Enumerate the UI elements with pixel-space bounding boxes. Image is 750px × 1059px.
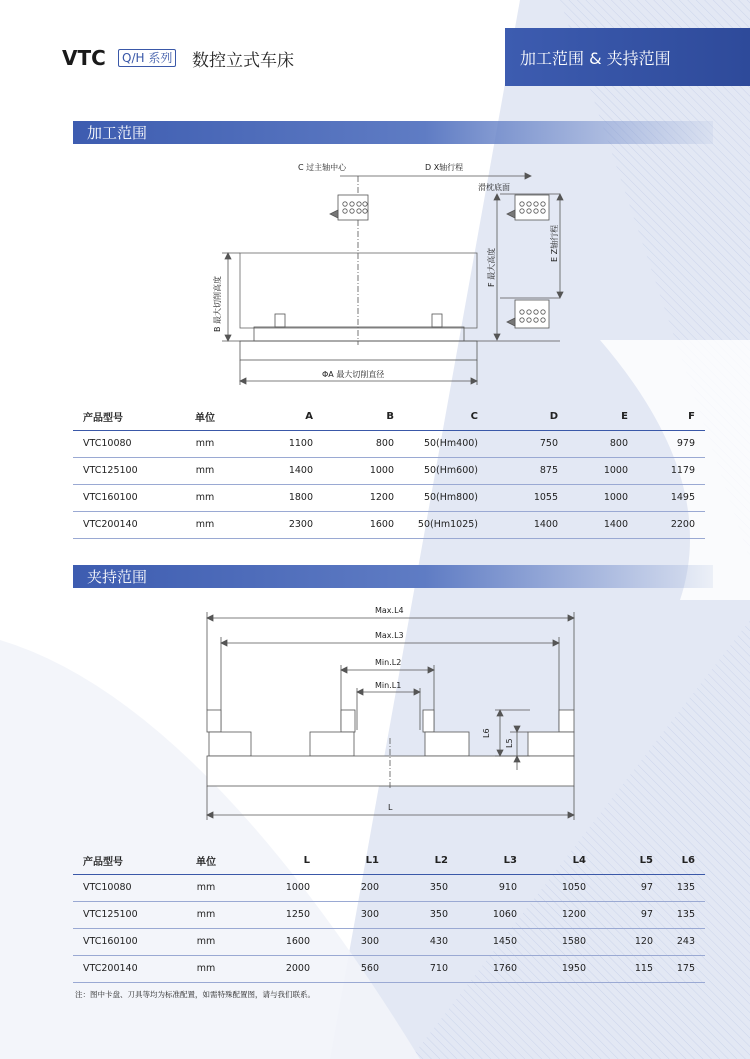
value-cell: 1000 <box>568 484 638 511</box>
unit-cell: mm <box>161 511 249 538</box>
unit-cell: mm <box>161 901 251 928</box>
value-cell: 97 <box>596 901 663 928</box>
value-cell: 135 <box>663 901 705 928</box>
table-row <box>73 430 705 457</box>
series-badge: Q/H 系列 <box>118 49 176 67</box>
value-cell: 800 <box>323 430 404 457</box>
label-b: B 最大切削高度 <box>213 275 222 332</box>
value-cell: 1100 <box>249 430 323 457</box>
product-title: 数控立式车床 <box>192 51 294 71</box>
label-l: L <box>388 803 393 812</box>
unit-cell: mm <box>161 457 249 484</box>
header-cell: L2 <box>389 848 458 874</box>
value-cell: 1450 <box>458 928 527 955</box>
clamping-range-table <box>73 848 705 983</box>
table-row <box>73 511 705 538</box>
label-d: D X轴行程 <box>425 163 464 172</box>
label-l6: L6 <box>482 728 491 738</box>
header-cell: 产品型号 <box>73 404 161 430</box>
table-row <box>73 874 705 901</box>
value-cell: 710 <box>389 955 458 982</box>
value-cell: 120 <box>596 928 663 955</box>
model-cell: VTC160100 <box>73 484 161 511</box>
label-f: F 最大高度 <box>487 247 496 287</box>
unit-cell: mm <box>161 874 251 901</box>
model-cell: VTC125100 <box>73 457 161 484</box>
value-cell: 1600 <box>323 511 404 538</box>
value-cell: 135 <box>663 874 705 901</box>
model-cell: VTC125100 <box>73 901 161 928</box>
value-cell: 50(Hm800) <box>404 484 488 511</box>
clamping-range-diagram <box>207 612 574 820</box>
header-cell: 单位 <box>161 404 249 430</box>
value-cell: 243 <box>663 928 705 955</box>
header-cell: D <box>488 404 568 430</box>
value-cell: 350 <box>389 874 458 901</box>
label-a: ΦA 最大切削直径 <box>322 370 385 379</box>
value-cell: 1060 <box>458 901 527 928</box>
label-slide: 滑枕底面 <box>478 183 510 192</box>
value-cell: 1600 <box>251 928 320 955</box>
label-l2: Min.L2 <box>375 658 402 667</box>
value-cell: 1400 <box>249 457 323 484</box>
header-cell: 单位 <box>161 848 251 874</box>
value-cell: 2300 <box>249 511 323 538</box>
label-l5: L5 <box>505 738 514 748</box>
page-header <box>0 28 750 86</box>
value-cell: 560 <box>320 955 389 982</box>
machining-range-diagram <box>222 173 563 385</box>
label-l3: Max.L3 <box>375 631 404 640</box>
value-cell: 1250 <box>251 901 320 928</box>
value-cell: 200 <box>320 874 389 901</box>
value-cell: 300 <box>320 928 389 955</box>
model-cell: VTC200140 <box>73 511 161 538</box>
header-cell: 产品型号 <box>73 848 161 874</box>
header-cell: L5 <box>596 848 663 874</box>
header-cell: C <box>404 404 488 430</box>
header-right-title: 加工范围 & 夹持范围 <box>520 49 671 68</box>
value-cell: 1055 <box>488 484 568 511</box>
unit-cell: mm <box>161 955 251 982</box>
value-cell: 50(Hm600) <box>404 457 488 484</box>
header-cell: L6 <box>663 848 705 874</box>
header-right-banner <box>505 28 750 86</box>
header-cell: B <box>323 404 404 430</box>
header-cell: L3 <box>458 848 527 874</box>
value-cell: 1400 <box>568 511 638 538</box>
value-cell: 1950 <box>527 955 596 982</box>
value-cell: 50(Hm1025) <box>404 511 488 538</box>
value-cell: 430 <box>389 928 458 955</box>
value-cell: 910 <box>458 874 527 901</box>
unit-cell: mm <box>161 484 249 511</box>
model-cell: VTC10080 <box>73 874 161 901</box>
header-cell: A <box>249 404 323 430</box>
label-l4: Max.L4 <box>375 606 404 615</box>
value-cell: 1800 <box>249 484 323 511</box>
value-cell: 2000 <box>251 955 320 982</box>
header-cell: L <box>251 848 320 874</box>
value-cell: 350 <box>389 901 458 928</box>
value-cell: 979 <box>638 430 705 457</box>
value-cell: 750 <box>488 430 568 457</box>
table-row <box>73 457 705 484</box>
value-cell: 97 <box>596 874 663 901</box>
table-row <box>73 928 705 955</box>
value-cell: 50(Hm400) <box>404 430 488 457</box>
value-cell: 1000 <box>251 874 320 901</box>
value-cell: 1179 <box>638 457 705 484</box>
value-cell: 875 <box>488 457 568 484</box>
section-clamping-range <box>73 565 713 588</box>
table-row <box>73 955 705 982</box>
value-cell: 1400 <box>488 511 568 538</box>
machining-range-table <box>73 404 705 539</box>
header-cell: E <box>568 404 638 430</box>
value-cell: 300 <box>320 901 389 928</box>
section-machining-range <box>73 121 713 144</box>
table-row <box>73 901 705 928</box>
value-cell: 1200 <box>527 901 596 928</box>
header-cell: L1 <box>320 848 389 874</box>
section-title: 夹持范围 <box>87 568 148 586</box>
label-l1: Min.L1 <box>375 681 402 690</box>
table-row <box>73 484 705 511</box>
label-e: E Z轴行程 <box>550 224 559 262</box>
value-cell: 1000 <box>568 457 638 484</box>
unit-cell: mm <box>161 430 249 457</box>
model-cell: VTC10080 <box>73 430 161 457</box>
value-cell: 1050 <box>527 874 596 901</box>
value-cell: 1580 <box>527 928 596 955</box>
table-header-row <box>73 404 705 430</box>
section-title: 加工范围 <box>87 124 148 142</box>
value-cell: 175 <box>663 955 705 982</box>
value-cell: 800 <box>568 430 638 457</box>
table-header-row <box>73 848 705 874</box>
footnote: 注：图中卡盘、刀具等均为标准配置，如需特殊配置图，请与我们联系。 <box>75 990 315 999</box>
label-c: C 过主轴中心 <box>298 163 347 172</box>
value-cell: 1495 <box>638 484 705 511</box>
unit-cell: mm <box>161 928 251 955</box>
header-cell: L4 <box>527 848 596 874</box>
value-cell: 1000 <box>323 457 404 484</box>
model-cell: VTC200140 <box>73 955 161 982</box>
model-cell: VTC160100 <box>73 928 161 955</box>
value-cell: 1200 <box>323 484 404 511</box>
value-cell: 2200 <box>638 511 705 538</box>
value-cell: 115 <box>596 955 663 982</box>
value-cell: 1760 <box>458 955 527 982</box>
brand-name: VTC <box>62 46 106 70</box>
header-cell: F <box>638 404 705 430</box>
